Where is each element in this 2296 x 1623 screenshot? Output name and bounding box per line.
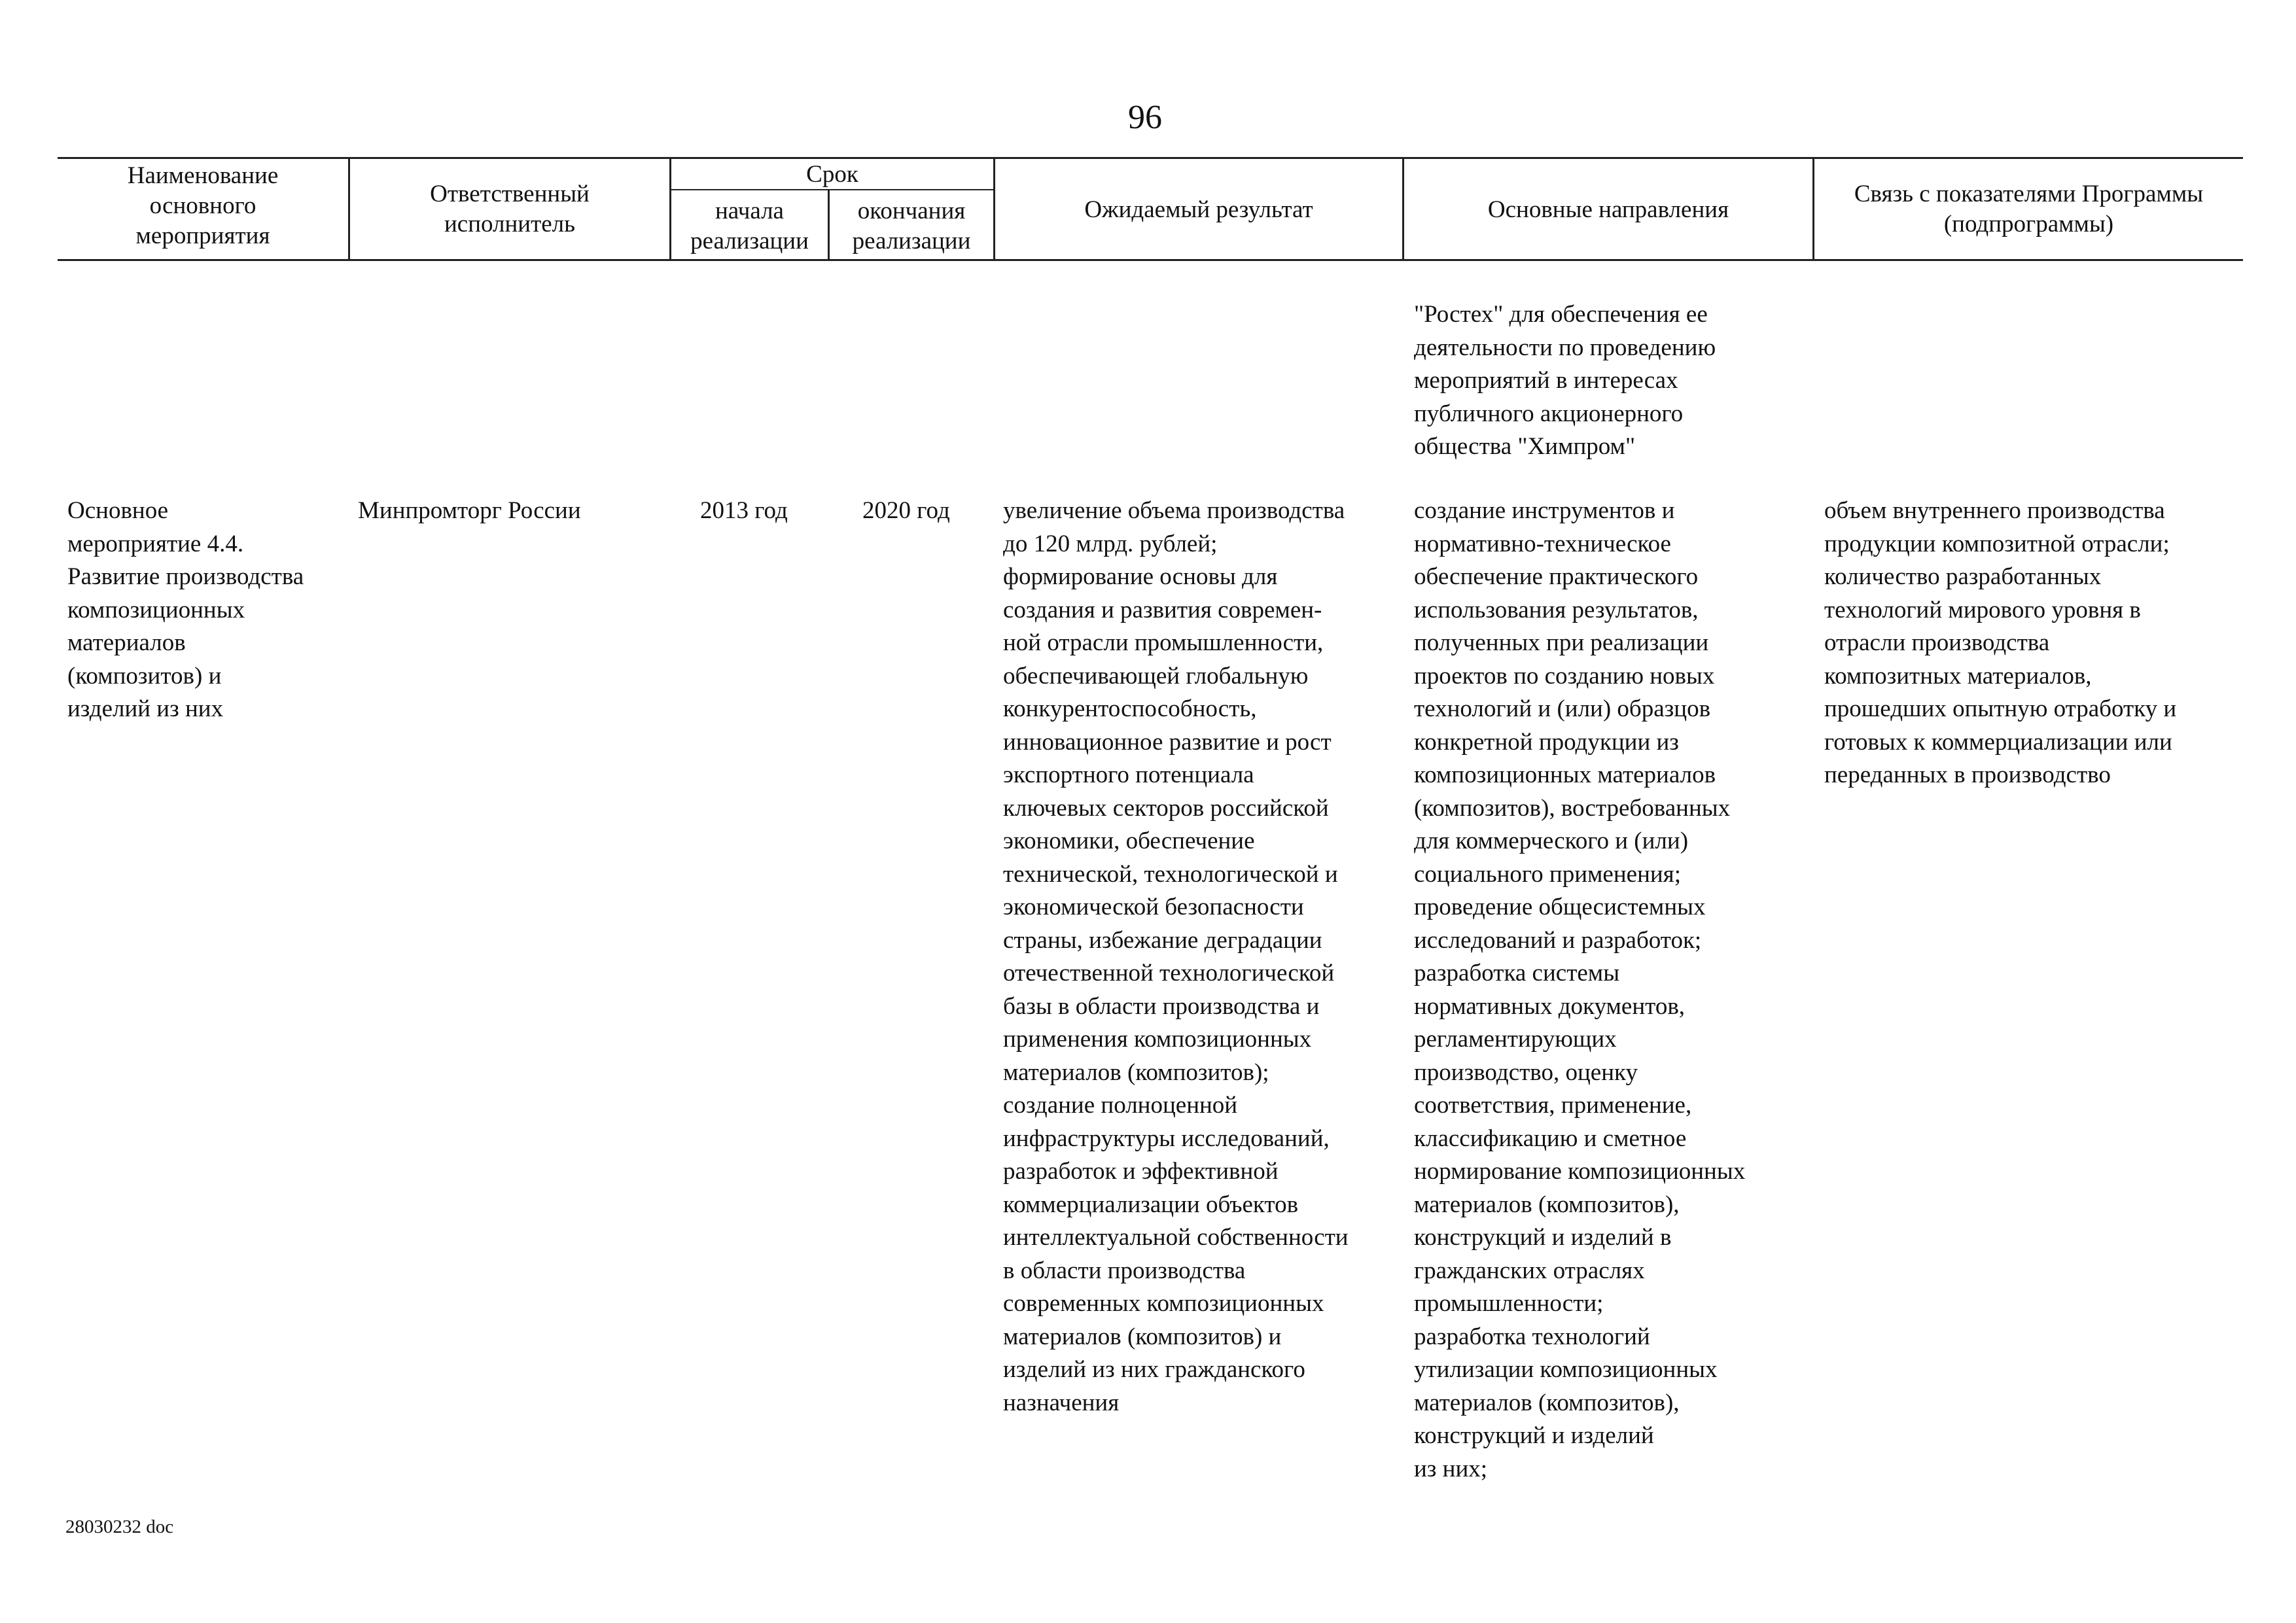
- header-start: начала реализации: [690, 198, 809, 254]
- header-bottom-border: [58, 259, 2243, 261]
- row-expected-result: увеличение объема производства до 120 млрд. рублей; формирование основы для создания и развития современ- ной отрасли промышленности, обеспечивающей глобальную конкурентоспособность, инновационное развитие и рост экспортного потенциала ключевых секторов российской экономики, обеспечение технической, технологической и экономической безопасности страны, избежание деградации отечественной технологической базы в области производства и применения композиционных материалов (композитов); создание полноценной инфраструктуры исследований, разработок и эффективной коммерциализации объектов интеллектуальной собственности в области производства современных композиционных материалов (композитов) и изделий из них гражданского назначения: [1003, 497, 1349, 1416]
- row-program-indicators: объем внутреннего производства продукции композитной отрасли; количество разработанных технологий мирового уровня в отрасли производства композитных материалов, прошедших опытную отработку и готовых к коммерциализации или переданных в производство: [1824, 497, 2177, 788]
- row-end-year: 2020 год: [862, 497, 950, 524]
- header-directions: Основные направления: [1487, 196, 1729, 223]
- header-top-border: [58, 157, 2243, 159]
- row-main-directions: создание инструментов и нормативно-техническое обеспечение практического использования результатов, полученных при реализации проектов по созданию новых технологий и (или) образцов конкретной продукции из композиционных материалов (композитов), востребованных для коммерческого и (или) социального применения; проведение общесистемных исследований и разработок; разработка системы нормативных документов, регламентирующих производство, оценку соответствия, применение, классификацию и сметное нормирование композиционных материалов (композитов), конструкций и изделий в гражданских отраслях промышленности; разработка технологий утилизации композиционных материалов (композитов), конструкций и изделий из них;: [1414, 497, 1746, 1482]
- row-start-year: 2013 год: [700, 497, 788, 524]
- header-link: Связь с показателями Программы (подпрограммы): [1854, 181, 2204, 237]
- header-executor: Ответственный исполнитель: [430, 181, 590, 237]
- directions-continuation: "Ростех" для обеспечения ее деятельности по проведению мероприятий в интересах публичного акционерного общества "Химпром": [1414, 301, 1716, 460]
- row-event-name: Основное мероприятие 4.4. Развитие производства композиционных материалов (композитов) и изделий из них: [67, 497, 304, 722]
- document-footer-code: 28030232 doc: [65, 1516, 174, 1537]
- header-event-name: Наименование основного мероприятия: [127, 162, 279, 249]
- header-result: Ожидаемый результат: [1084, 196, 1313, 223]
- header-term: Срок: [806, 161, 858, 188]
- header-end: окончания реализации: [852, 198, 971, 254]
- row-executor: Минпромторг России: [358, 497, 581, 524]
- page-number: 96: [1128, 99, 1162, 136]
